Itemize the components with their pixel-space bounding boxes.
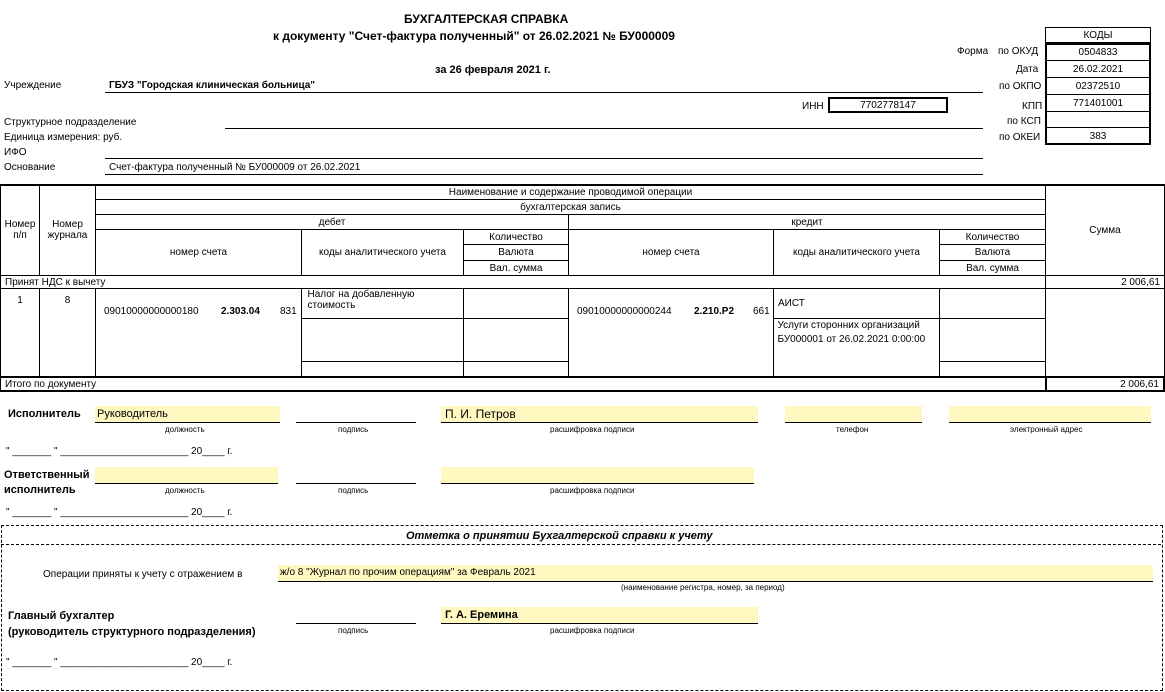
pos-caption: должность (165, 425, 205, 434)
h-credit-currency: Валюта (939, 244, 1046, 261)
debit-kosgu: 831 (280, 306, 297, 317)
chief-label-1: Главный бухгалтер (8, 610, 115, 622)
chief-signature[interactable] (296, 623, 416, 624)
credit-code: 2.210.Р2 (694, 306, 735, 317)
executor-date: " _______ " _______________________ 20____ г. (6, 446, 233, 457)
sig-caption-2: подпись (338, 486, 369, 495)
ops-hint: (наименование регистра, номер, за период) (621, 583, 785, 592)
doc-title: БУХГАЛТЕРСКАЯ СПРАВКА (404, 12, 569, 26)
doc-subtitle: к документу "Счет-фактура полученный" от 26.02.2021 № БУ000009 (273, 29, 675, 43)
executor-signature[interactable] (296, 422, 416, 423)
responsible-signature[interactable] (296, 483, 416, 484)
responsible-position[interactable] (95, 467, 278, 484)
ksp-value (1046, 112, 1150, 128)
decode-caption-3: расшифровка подписи (550, 626, 635, 635)
executor-label: Исполнитель (8, 408, 81, 420)
ifo-label: ИФО (4, 147, 27, 158)
institution-value: ГБУЗ "Городская клиническая больница" (109, 80, 316, 91)
h-debit-analytic: коды аналитического учета (301, 229, 464, 276)
executor-email[interactable] (949, 406, 1151, 423)
okpo-value: 02372510 (1046, 78, 1150, 95)
institution-label: Учреждение (4, 80, 62, 91)
decode-caption-2: расшифровка подписи (550, 486, 635, 495)
h-debit-currency: Валюта (463, 244, 569, 261)
pos-caption-2: должность (165, 486, 205, 495)
codes-header: КОДЫ (1045, 27, 1151, 43)
col-journal: Номер журнала (39, 184, 96, 276)
executor-name[interactable]: П. И. Петров (441, 406, 758, 423)
okei-value: 383 (1089, 130, 1107, 142)
col-num: Номер п/п (0, 184, 40, 276)
date-value: 26.02.2021 (1046, 61, 1150, 78)
chief-date: " _______ " _______________________ 20____ г. (6, 657, 233, 668)
executor-phone[interactable] (785, 406, 922, 423)
h-credit-analytic: коды аналитического учета (773, 229, 940, 276)
unit-label: Единица измерения: руб. (4, 132, 123, 143)
responsible-label-2: исполнитель (4, 484, 76, 496)
total-label: Итого по документу (0, 376, 1046, 392)
h-credit-account: номер счета (568, 229, 774, 276)
ksp-label: по КСП (1007, 116, 1041, 127)
debit-analytic: Налог на добавленную стоимость (307, 289, 415, 311)
h-debit-account: номер счета (95, 229, 302, 276)
credit-analytic-2: Услуги сторонних организаций БУ000001 от 26.02.2021 0:00:00 (777, 320, 926, 345)
debit-account: 09010000000000180 (104, 306, 199, 317)
date-label: Дата (1016, 64, 1039, 75)
okei-label: по ОКЕИ (999, 132, 1041, 143)
okud-label: по ОКУД (998, 46, 1039, 57)
operations-table (0, 184, 1165, 392)
responsible-label-1: Ответственный (4, 469, 90, 481)
credit-account: 09010000000000244 (577, 306, 672, 317)
credit-analytic-1: АИСТ (773, 288, 940, 319)
total-sum: 2 006,61 (1045, 376, 1165, 392)
section-label: Принят НДС к вычету (0, 275, 1046, 289)
okud-value: 0504833 (1046, 44, 1150, 61)
inn-label: ИНН (802, 101, 824, 112)
inn-value: 7702778147 (828, 97, 948, 113)
row-journal: 8 (39, 288, 96, 377)
sig-caption: подпись (338, 425, 369, 434)
kpp-value: 771401001 (1046, 95, 1150, 112)
h-credit-qty: Количество (939, 229, 1046, 245)
responsible-name[interactable] (441, 467, 754, 484)
basis-label: Основание (4, 162, 56, 173)
subdivision-label: Структурное подразделение (4, 117, 137, 128)
email-caption: электронный адрес (1010, 425, 1083, 434)
h-sum: Сумма (1045, 184, 1165, 276)
h-name: Наименование и содержание проводимой операции (95, 184, 1046, 200)
debit-code: 2.303.04 (221, 306, 260, 317)
ops-label: Операции приняты к учету с отражением в (43, 569, 243, 580)
acceptance-title: Отметка о принятии Бухгалтерской справки к учету (406, 530, 713, 542)
h-credit-cursum: Вал. сумма (939, 260, 1046, 276)
h-entry: бухгалтерская запись (95, 199, 1046, 215)
forma-label: Форма (957, 46, 989, 57)
chief-label-2: (руководитель структурного подразделения) (8, 626, 256, 638)
h-debit: дебет (95, 214, 569, 230)
okpo-label: по ОКПО (999, 81, 1042, 92)
responsible-date: " _______ " _______________________ 20____ г. (6, 507, 233, 518)
credit-kosgu: 661 (753, 306, 770, 317)
h-credit: кредит (568, 214, 1046, 230)
sig-caption-3: подпись (338, 626, 369, 635)
executor-position[interactable]: Руководитель (95, 406, 280, 423)
decode-caption: расшифровка подписи (550, 425, 635, 434)
ops-value[interactable]: ж/о 8 "Журнал по прочим операциям" за Февраль 2021 (278, 565, 1153, 582)
basis-value: Счет-фактура полученный № БУ000009 от 26.02.2021 (109, 162, 361, 173)
h-debit-cursum: Вал. сумма (463, 260, 569, 276)
phone-caption: телефон (836, 425, 869, 434)
row-num: 1 (0, 288, 40, 377)
kpp-label: КПП (1022, 101, 1043, 112)
chief-name[interactable]: Г. А. Еремина (441, 607, 758, 624)
section-sum: 2 006,61 (1045, 275, 1165, 289)
doc-date: за 26 февраля 2021 г. (435, 64, 551, 76)
h-debit-qty: Количество (463, 229, 569, 245)
